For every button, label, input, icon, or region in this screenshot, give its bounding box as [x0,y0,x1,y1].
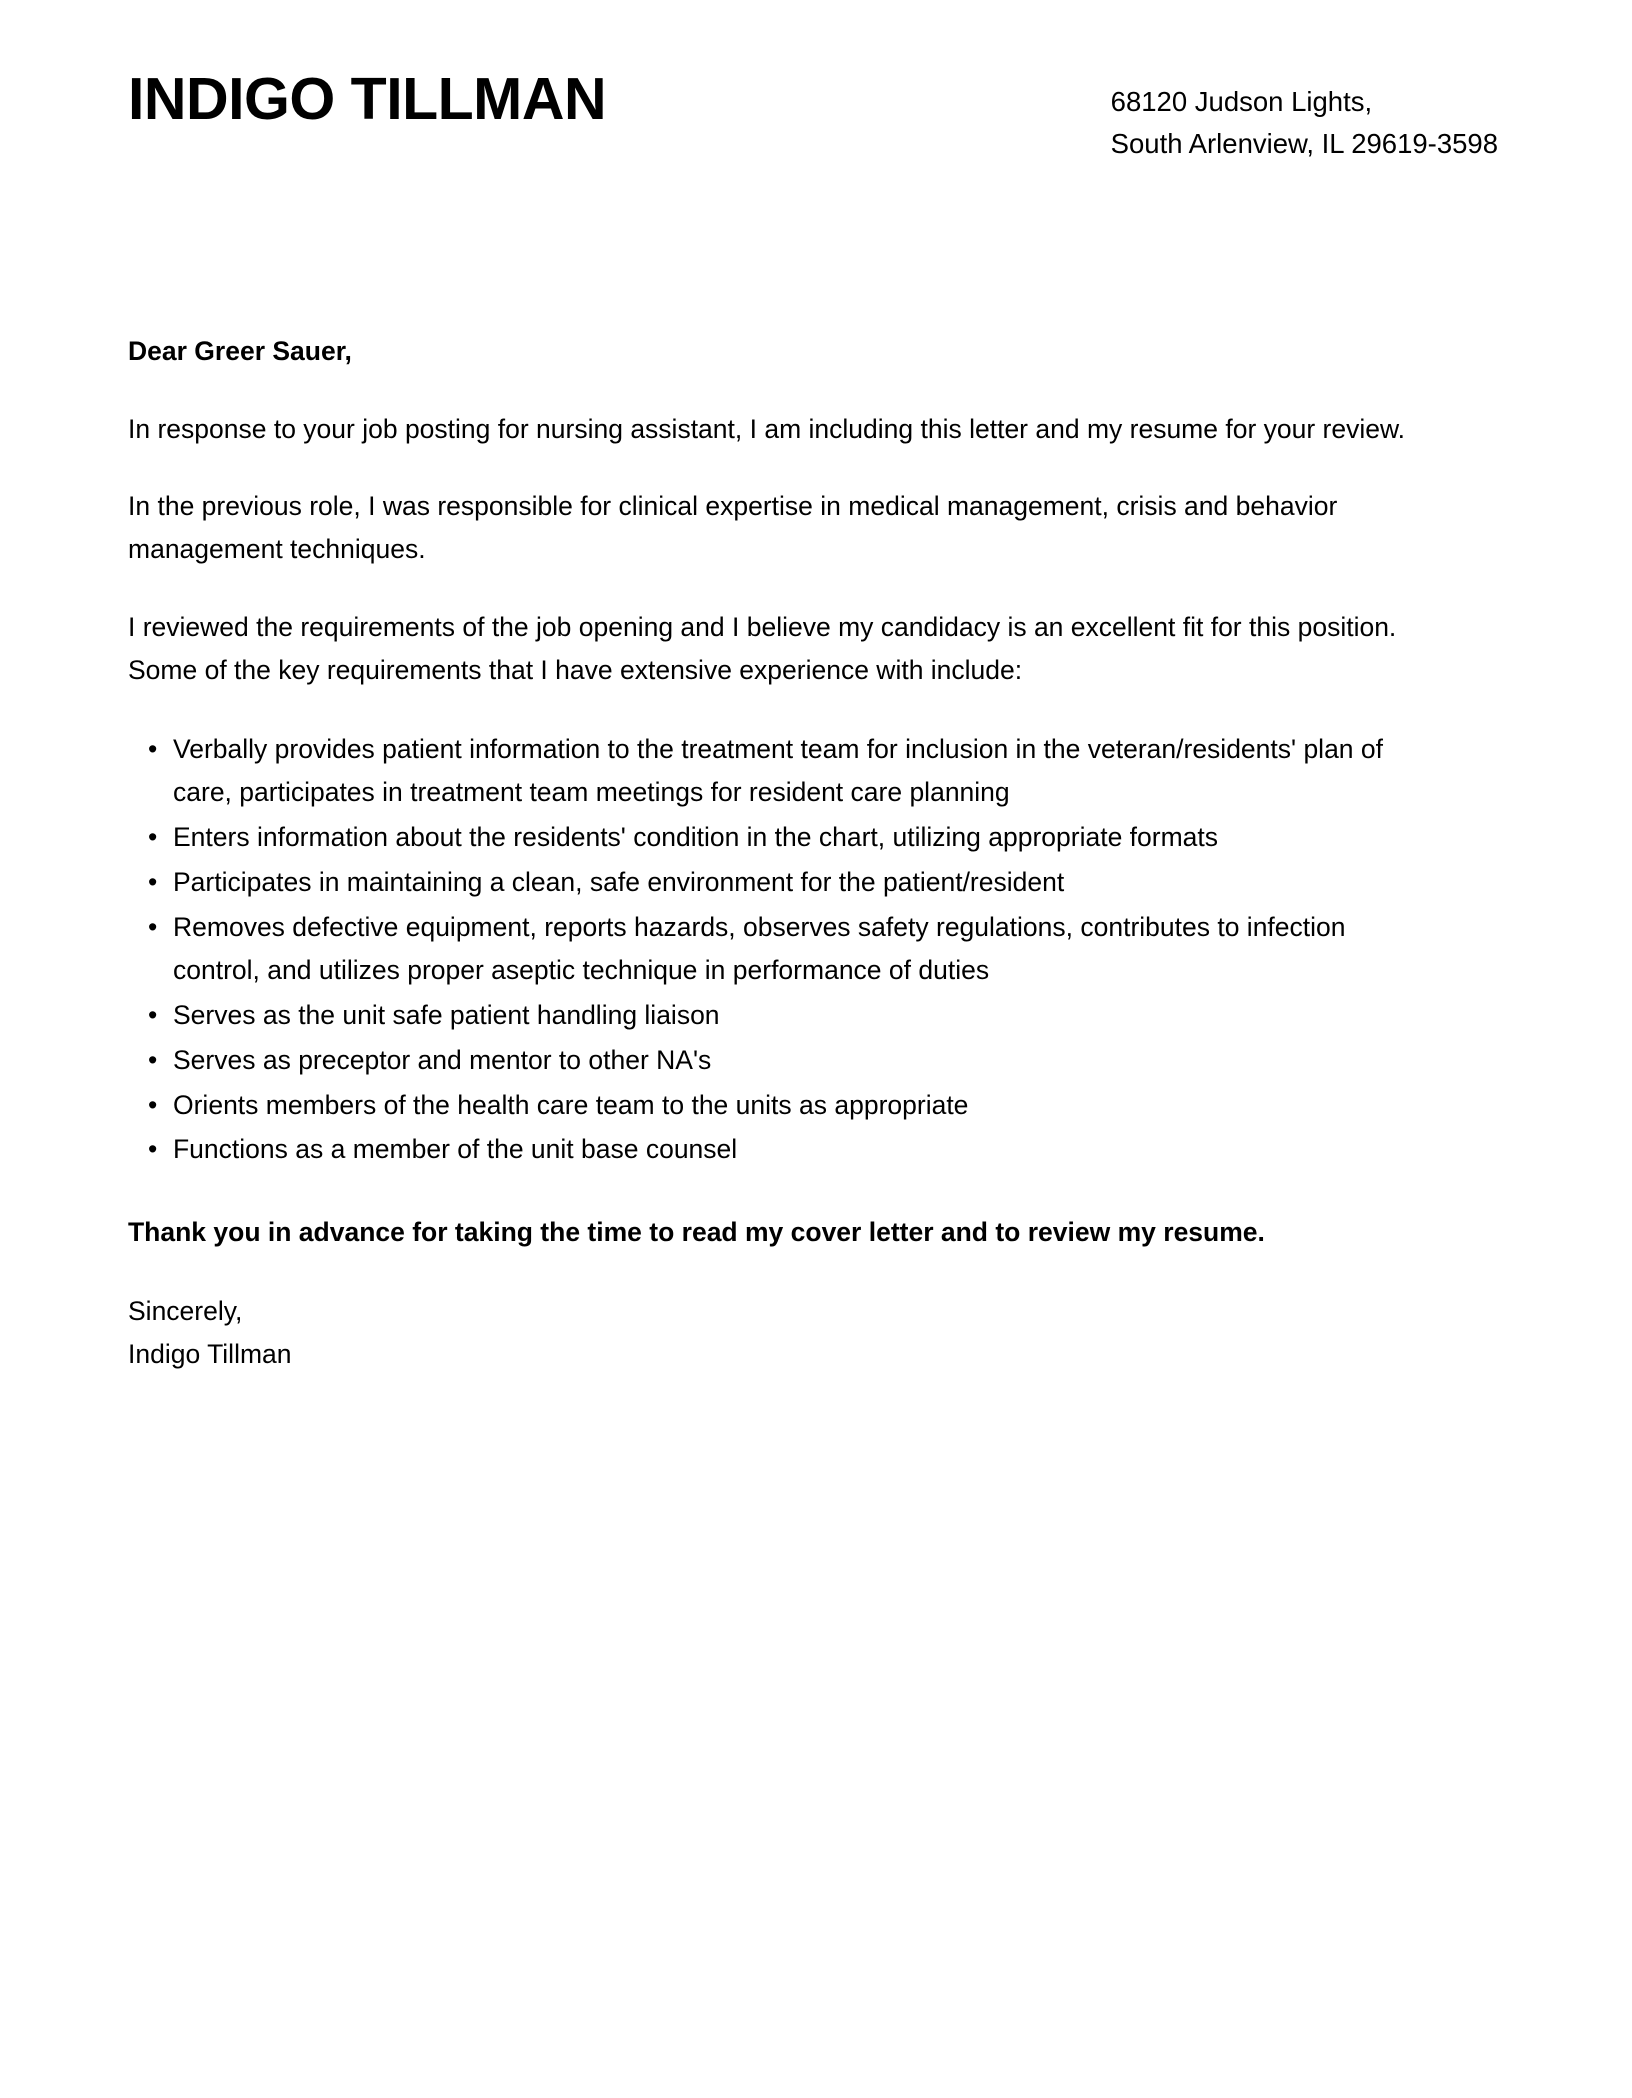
letter-body [128,330,1504,1377]
signature-name: Indigo Tillman [128,1339,292,1370]
body-paragraph-2: In the previous role, I was responsible for clinical expertise in medical management, crisis and behavior management techniques. [128,491,1338,565]
signature-block [128,1290,1504,1376]
list-item: • Removes defective equipment, reports hazards, observes safety regulations, contributes to infection control, and utilizes proper aseptic technique in performance of duties [128,906,1418,992]
list-item: • Enters information about the residents' condition in the chart, utilizing appropriate formats [128,816,1418,859]
address-line-2: South Arlenview, IL 29619-3598 [1110,127,1498,159]
list-item: • Participates in maintaining a clean, safe environment for the patient/resident [128,861,1418,904]
list-item: • Serves as preceptor and mentor to other NA's [128,1039,1418,1082]
list-item: • Serves as the unit safe patient handling liaison [128,994,1418,1037]
address-line-1: 68120 Judson Lights, [1110,86,1373,117]
sender-address-block [1111,68,1504,165]
requirements-list [128,728,1418,1171]
body-paragraph-1: In response to your job posting for nursing assistant, I am including this letter and my resume for your review. [128,413,1406,444]
closing-statement: Thank you in advance for taking the time to read my cover letter and to review my resume. [128,1217,1265,1248]
list-item: • Functions as a member of the unit base counsel [128,1128,1418,1171]
salutation: Dear Greer Sauer, [128,335,352,366]
list-item: • Orients members of the health care team to the units as appropriate [128,1084,1418,1127]
list-item: • Verbally provides patient information to the treatment team for inclusion in the veteran/residents' plan of care, participates in treatment team meetings for resident care planning [128,728,1418,814]
body-paragraph-3: I reviewed the requirements of the job opening and I believe my candidacy is an excellent fit for this position. Some of the key requirements that I have extensive experience with include: [128,612,1397,686]
letter-container [128,0,1504,1376]
valediction: Sincerely, [128,1296,243,1327]
letterhead [128,0,1504,165]
page-title: INDIGO TILLMAN [128,66,607,132]
